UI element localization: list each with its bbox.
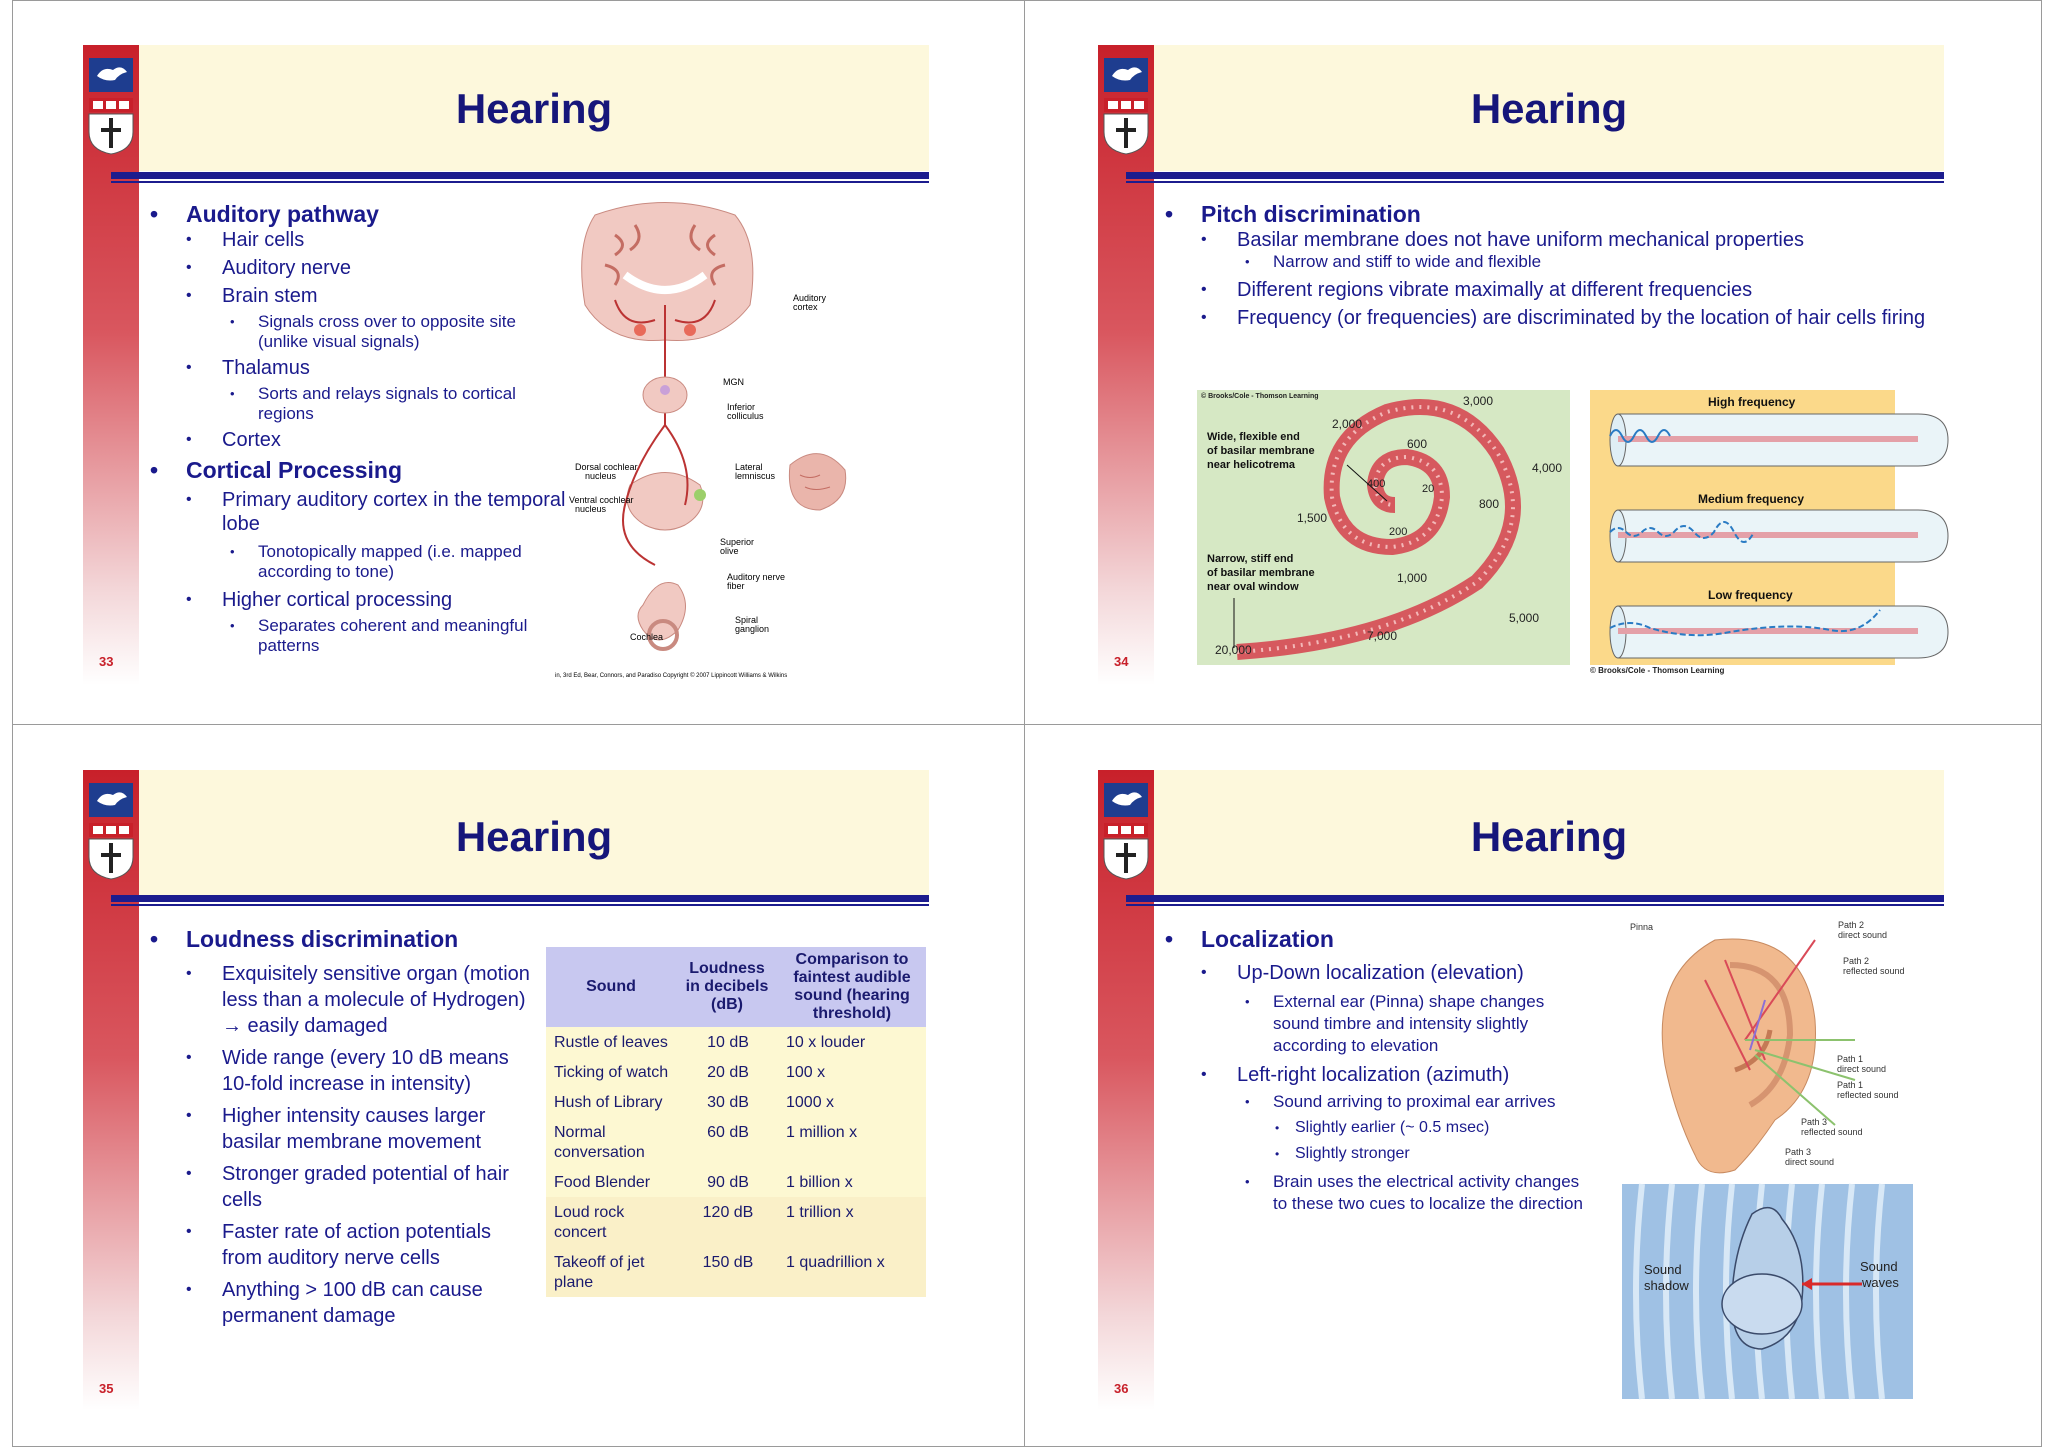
svg-text:in, 3rd Ed, Bear, Connors, and: in, 3rd Ed, Bear, Connors, and Paradiso Copyright © 2007 Lippincott Williams & Wilkins bbox=[555, 673, 788, 679]
table-cell: 1 million x bbox=[778, 1117, 926, 1167]
svg-text:Dorsal cochlear: Dorsal cochlear bbox=[575, 462, 638, 472]
bullet-higher-cortical: • Higher cortical processing bbox=[150, 588, 570, 612]
slide-title: Hearing bbox=[455, 85, 613, 132]
svg-text:Sound: Sound bbox=[1860, 1259, 1898, 1274]
bullet-tonotopically: • Tonotopically mapped (i.e. mapped according to tone) bbox=[150, 542, 570, 582]
svg-text:20,000: 20,000 bbox=[1215, 643, 1252, 657]
svg-text:Path 3: Path 3 bbox=[1785, 1147, 1812, 1157]
svg-text:Auditory: Auditory bbox=[793, 293, 827, 303]
bullet-cortex: • Cortex bbox=[150, 428, 570, 452]
svg-text:Path 1: Path 1 bbox=[1837, 1054, 1864, 1064]
svg-text:Path 1: Path 1 bbox=[1837, 1080, 1864, 1090]
svg-text:2,000: 2,000 bbox=[1332, 417, 1363, 431]
svg-text:waves: waves bbox=[1862, 1275, 1899, 1290]
table-header-row bbox=[546, 947, 926, 1027]
bullet-leftright: • Left-right localization (azimuth) bbox=[1165, 1063, 1585, 1087]
table-row bbox=[546, 1247, 926, 1297]
svg-text:olive: olive bbox=[720, 546, 739, 556]
bullet-pitch: • Pitch discrimination bbox=[1165, 200, 1945, 228]
slide-34 bbox=[1015, 0, 1975, 700]
bullet-list bbox=[1165, 200, 1945, 330]
bullet-regions: • Different regions vibrate maximally at different frequencies bbox=[1165, 278, 1945, 302]
pinna-label: Pinna bbox=[1630, 922, 1654, 932]
crest-logo-icon bbox=[89, 783, 133, 879]
svg-text:ganglion: ganglion bbox=[735, 624, 770, 634]
svg-text:Inferior: Inferior bbox=[727, 402, 756, 412]
table-header-comparison: Comparison to faintest audible sound (hearing threshold) bbox=[778, 947, 926, 1027]
basilar-spiral-figure bbox=[1197, 390, 1570, 665]
svg-text:Spiral: Spiral bbox=[735, 615, 759, 625]
sound-shadow-figure bbox=[1622, 1184, 1913, 1399]
svg-text:Sound: Sound bbox=[1644, 1262, 1682, 1277]
bullet-stronger: • Slightly stronger bbox=[1165, 1143, 1585, 1165]
svg-text:Lateral: Lateral bbox=[735, 462, 763, 472]
slide-35 bbox=[0, 725, 960, 1425]
high-frequency-label: High frequency bbox=[1708, 395, 1796, 409]
bullet-anything: • Anything > 100 dB can cause permanent damage bbox=[150, 1277, 530, 1329]
table-row bbox=[546, 1167, 926, 1197]
page-number: 34 bbox=[1114, 654, 1129, 669]
table-cell: 1000 x bbox=[778, 1087, 926, 1117]
title-rule bbox=[1126, 895, 1944, 902]
table-cell: 150 dB bbox=[676, 1247, 778, 1297]
title-rule bbox=[111, 895, 929, 902]
svg-text:near oval window: near oval window bbox=[1207, 581, 1299, 593]
bullet-brain-stem: • Brain stem bbox=[150, 284, 570, 308]
svg-text:Path 2: Path 2 bbox=[1843, 956, 1870, 966]
slide-36 bbox=[1015, 725, 1975, 1425]
bullet-auditory-nerve: • Auditory nerve bbox=[150, 256, 570, 280]
svg-text:direct sound: direct sound bbox=[1838, 930, 1888, 940]
bullet-loudness: • Loudness discrimination bbox=[150, 925, 530, 953]
svg-text:20: 20 bbox=[1422, 483, 1435, 495]
table-cell: Takeoff of jet plane bbox=[546, 1247, 676, 1297]
svg-text:Ventral cochlear: Ventral cochlear bbox=[569, 495, 634, 505]
svg-text:fiber: fiber bbox=[727, 581, 745, 591]
crest-logo-icon bbox=[1104, 783, 1148, 879]
svg-text:colliculus: colliculus bbox=[727, 411, 764, 421]
page-number: 35 bbox=[99, 1381, 114, 1396]
table-cell: Normal conversation bbox=[546, 1117, 676, 1167]
svg-text:Path 3: Path 3 bbox=[1801, 1117, 1828, 1127]
svg-text:7,000: 7,000 bbox=[1367, 629, 1398, 643]
table-row bbox=[546, 1087, 926, 1117]
table-cell: 20 dB bbox=[676, 1057, 778, 1087]
slide-title: Hearing bbox=[1470, 85, 1628, 132]
table-cell: 120 dB bbox=[676, 1197, 778, 1247]
slide-title: Hearing bbox=[455, 813, 613, 860]
svg-text:lemniscus: lemniscus bbox=[735, 471, 776, 481]
title-rule bbox=[111, 172, 929, 179]
title-rule-thin bbox=[111, 904, 929, 906]
slide-title: Hearing bbox=[1470, 813, 1628, 860]
bullet-cortical-processing: • Cortical Processing bbox=[150, 456, 570, 484]
title-rule-thin bbox=[1126, 904, 1944, 906]
svg-text:Narrow, stiff end: Narrow, stiff end bbox=[1207, 553, 1294, 565]
auditory-pathway-figure bbox=[555, 195, 855, 685]
low-frequency-label: Low frequency bbox=[1708, 588, 1793, 602]
bullet-sensitive: • Exquisitely sensitive organ (motion less than a molecule of Hydrogen) → easily damaged bbox=[150, 961, 530, 1039]
bullet-external: • External ear (Pinna) shape changes sound timbre and intensity slightly according to elevation bbox=[1165, 991, 1585, 1057]
page-number: 33 bbox=[99, 654, 114, 669]
bullet-sorts-relays: • Sorts and relays signals to cortical regions bbox=[150, 384, 570, 424]
bullet-basilar: • Basilar membrane does not have uniform mechanical properties bbox=[1165, 228, 1945, 252]
svg-text:Auditory nerve: Auditory nerve bbox=[727, 572, 786, 582]
table-cell: 1 quadrillion x bbox=[778, 1247, 926, 1297]
svg-text:direct sound: direct sound bbox=[1837, 1064, 1887, 1074]
table-cell: Hush of Library bbox=[546, 1087, 676, 1117]
svg-text:direct sound: direct sound bbox=[1785, 1157, 1835, 1167]
svg-text:nucleus: nucleus bbox=[585, 471, 617, 481]
svg-text:4,000: 4,000 bbox=[1532, 461, 1563, 475]
table-cell: 30 dB bbox=[676, 1087, 778, 1117]
svg-text:1,000: 1,000 bbox=[1397, 571, 1428, 585]
svg-text:400: 400 bbox=[1367, 478, 1386, 490]
svg-text:near helicotrema: near helicotrema bbox=[1207, 459, 1296, 471]
svg-text:Wide, flexible end: Wide, flexible end bbox=[1207, 431, 1300, 443]
svg-text:reflected sound: reflected sound bbox=[1843, 966, 1905, 976]
svg-text:reflected sound: reflected sound bbox=[1801, 1127, 1863, 1137]
table-cell: 10 x louder bbox=[778, 1027, 926, 1057]
bullet-primary-auditory: • Primary auditory cortex in the temporal lobe bbox=[150, 488, 570, 536]
copyright-label: © Brooks/Cole - Thomson Learning bbox=[1590, 666, 1725, 675]
table-row bbox=[546, 1057, 926, 1087]
bullet-separates: • Separates coherent and meaningful patterns bbox=[150, 616, 570, 656]
table-row bbox=[546, 1027, 926, 1057]
bullet-higher-intensity: • Higher intensity causes larger basilar membrane movement bbox=[150, 1103, 530, 1155]
table-cell: 100 x bbox=[778, 1057, 926, 1087]
title-rule-thin bbox=[1126, 181, 1944, 183]
frequency-tubes-figure bbox=[1590, 390, 1930, 675]
svg-text:5,000: 5,000 bbox=[1509, 611, 1540, 625]
table-cell: Food Blender bbox=[546, 1167, 676, 1197]
crest-logo-icon bbox=[89, 58, 133, 154]
svg-text:Path 2: Path 2 bbox=[1838, 920, 1865, 930]
svg-text:600: 600 bbox=[1407, 437, 1428, 451]
title-rule bbox=[1126, 172, 1944, 179]
loudness-table bbox=[546, 947, 926, 1297]
bullet-updown: • Up-Down localization (elevation) bbox=[1165, 961, 1585, 985]
bullet-localization: • Localization bbox=[1165, 925, 1585, 953]
pinna-figure bbox=[1605, 920, 1905, 1175]
bullet-auditory-pathway: • Auditory pathway bbox=[150, 200, 570, 228]
svg-text:MGN: MGN bbox=[723, 377, 744, 387]
svg-text:Cochlea: Cochlea bbox=[630, 632, 664, 642]
table-cell: Ticking of watch bbox=[546, 1057, 676, 1087]
table-header-loudness: Loudness in decibels (dB) bbox=[676, 947, 778, 1027]
bullet-wide-range: • Wide range (every 10 dB means 10-fold increase in intensity) bbox=[150, 1045, 530, 1097]
svg-text:of basilar membrane: of basilar membrane bbox=[1207, 445, 1315, 457]
svg-text:reflected sound: reflected sound bbox=[1837, 1090, 1899, 1100]
slide-33 bbox=[0, 0, 960, 700]
svg-text:cortex: cortex bbox=[793, 302, 818, 312]
table-cell: 60 dB bbox=[676, 1117, 778, 1167]
table-cell: Rustle of leaves bbox=[546, 1027, 676, 1057]
title-rule-thin bbox=[111, 181, 929, 183]
bullet-hair-cells: • Hair cells bbox=[150, 228, 570, 252]
bullet-frequency: • Frequency (or frequencies) are discriminated by the location of hair cells firing bbox=[1165, 306, 1945, 330]
bullet-list bbox=[1165, 925, 1585, 1215]
svg-text:3,000: 3,000 bbox=[1463, 394, 1494, 408]
table-row bbox=[546, 1117, 926, 1167]
bullet-list bbox=[150, 200, 570, 656]
svg-text:Superior: Superior bbox=[720, 537, 755, 547]
svg-text:of basilar membrane: of basilar membrane bbox=[1207, 567, 1315, 579]
svg-text:1,500: 1,500 bbox=[1297, 511, 1328, 525]
copyright-label: © Brooks/Cole - Thomson Learning bbox=[1201, 393, 1319, 400]
table-row bbox=[546, 1197, 926, 1247]
table-header-sound: Sound bbox=[546, 947, 676, 1027]
medium-frequency-label: Medium frequency bbox=[1698, 492, 1805, 506]
bullet-brain-uses: • Brain uses the electrical activity changes to these two cues to localize the direction bbox=[1165, 1171, 1585, 1215]
bullet-narrow: • Narrow and stiff to wide and flexible bbox=[1165, 252, 1945, 272]
svg-text:800: 800 bbox=[1479, 497, 1500, 511]
table-cell: Loud rock concert bbox=[546, 1197, 676, 1247]
bullet-faster: • Faster rate of action potentials from auditory nerve cells bbox=[150, 1219, 530, 1271]
bullet-signals-cross: • Signals cross over to opposite site (unlike visual signals) bbox=[150, 312, 570, 352]
svg-text:200: 200 bbox=[1389, 526, 1408, 538]
svg-text:nucleus: nucleus bbox=[575, 504, 607, 514]
table-cell: 1 trillion x bbox=[778, 1197, 926, 1247]
table-cell: 1 billion x bbox=[778, 1167, 926, 1197]
crest-logo-icon bbox=[1104, 58, 1148, 154]
bullet-arriving: • Sound arriving to proximal ear arrives bbox=[1165, 1091, 1585, 1113]
svg-text:shadow: shadow bbox=[1644, 1278, 1689, 1293]
page-number: 36 bbox=[1114, 1381, 1129, 1396]
table-cell: 10 dB bbox=[676, 1027, 778, 1057]
bullet-list bbox=[150, 925, 530, 1329]
bullet-thalamus: • Thalamus bbox=[150, 356, 570, 380]
table-cell: 90 dB bbox=[676, 1167, 778, 1197]
bullet-earlier: • Slightly earlier (~ 0.5 msec) bbox=[1165, 1117, 1585, 1139]
bullet-stronger: • Stronger graded potential of hair cells bbox=[150, 1161, 530, 1213]
